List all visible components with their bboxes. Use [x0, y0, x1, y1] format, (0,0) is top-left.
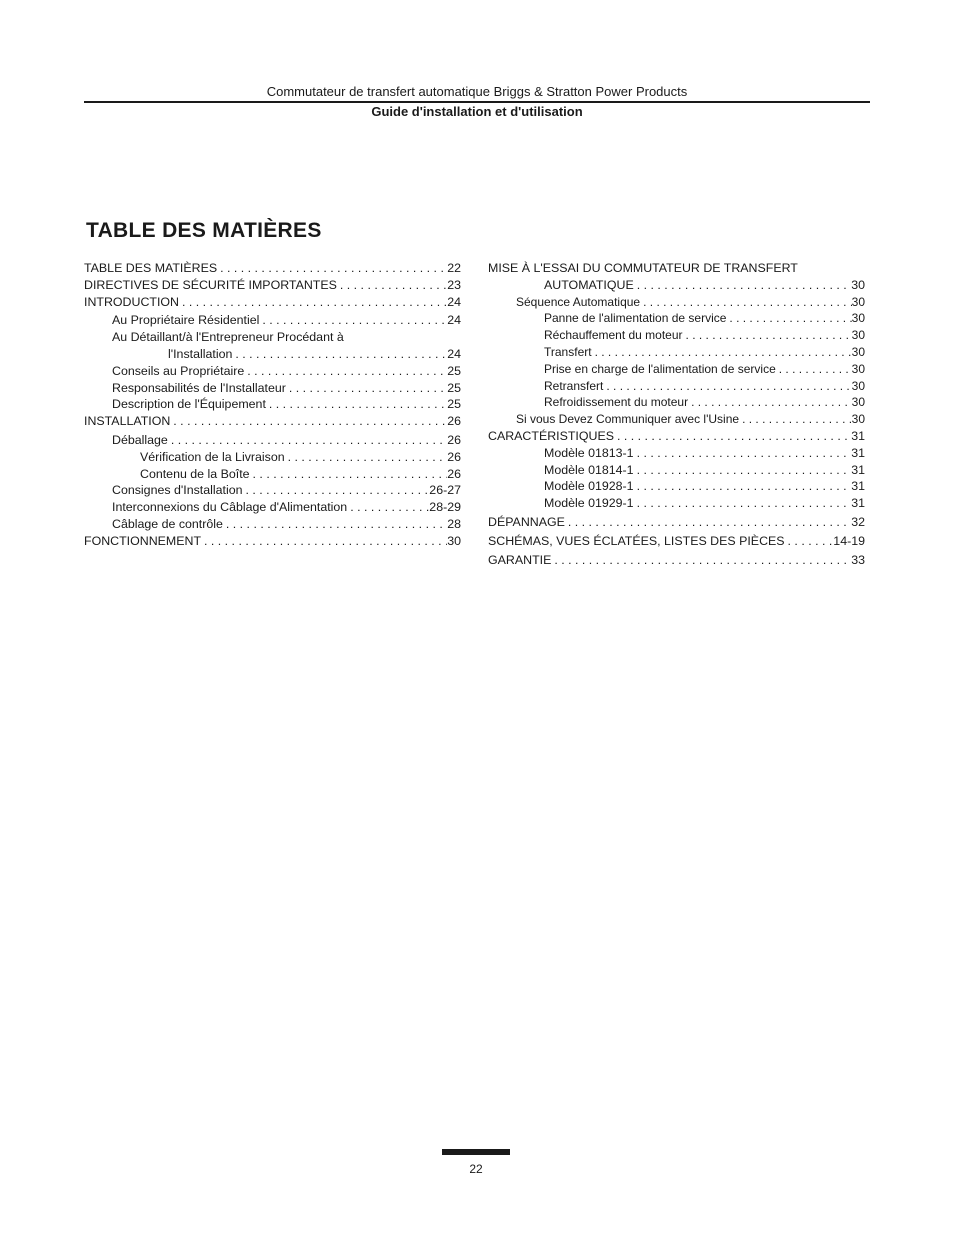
header-guide-title: Guide d'installation et d'utilisation	[371, 104, 583, 119]
toc-leader	[217, 260, 447, 277]
toc-entry-line1: MISE À L'ESSAI DU COMMUTATEUR DE TRANSFERT	[488, 261, 798, 275]
toc-label: Réchauffement du moteur	[544, 328, 683, 343]
header-product-line: Commutateur de transfert automatique Briggs & Stratton Power Products	[266, 84, 688, 99]
toc-page: 30	[851, 361, 865, 376]
toc-entry[interactable]	[488, 310, 865, 327]
toc-leader	[232, 346, 447, 363]
toc-entry[interactable]	[488, 327, 865, 344]
toc-label: Câblage de contrôle	[112, 516, 223, 531]
toc-label: INTRODUCTION	[84, 294, 179, 309]
toc-page: 23	[447, 277, 461, 292]
toc-page: 25	[447, 380, 461, 395]
page-header	[84, 84, 870, 121]
toc-entry[interactable]	[488, 378, 865, 395]
toc-page: 25	[447, 397, 461, 412]
toc-entry[interactable]	[84, 380, 461, 397]
toc-entry[interactable]	[488, 445, 865, 462]
toc-leader	[168, 432, 447, 449]
toc-page: 31	[851, 428, 865, 443]
toc-leader	[603, 378, 851, 395]
toc-entry[interactable]	[488, 394, 865, 411]
toc-entry[interactable]	[488, 552, 865, 569]
toc-page: 22	[447, 261, 461, 275]
toc-entry-line1: Au Détaillant/à l'Entrepreneur Procédant à	[112, 330, 344, 345]
toc-label: FONCTIONNEMENT	[84, 533, 202, 548]
footer-divider	[442, 1154, 510, 1155]
toc-entry[interactable]	[84, 363, 461, 380]
toc-label: l'Installation	[168, 346, 233, 361]
toc-page: 28	[447, 516, 461, 531]
toc-entry[interactable]	[84, 294, 461, 311]
toc-leader	[266, 396, 447, 413]
toc-entry[interactable]	[84, 533, 461, 550]
toc-leader	[683, 327, 852, 344]
toc-label: Si vous Devez Communiquer avec l'Usine	[516, 412, 740, 427]
toc-leader	[634, 277, 851, 294]
toc-entry[interactable]	[84, 413, 461, 430]
toc-entry[interactable]	[488, 462, 865, 479]
toc-leader	[337, 277, 447, 294]
toc-page: 30	[851, 378, 865, 393]
toc-leader	[634, 495, 852, 512]
toc-label: SCHÉMAS, VUES ÉCLATÉES, LISTES DES PIÈCES	[488, 533, 785, 548]
toc-entry[interactable]	[488, 344, 865, 361]
toc-page: 30	[851, 311, 865, 326]
toc-page: 28-29	[429, 500, 461, 515]
toc-entry[interactable]	[488, 428, 865, 445]
toc-entry[interactable]	[84, 466, 461, 483]
toc-entry[interactable]	[84, 346, 461, 363]
toc-left-column	[84, 260, 461, 550]
toc-leader	[259, 312, 447, 329]
toc-leader	[634, 478, 852, 495]
toc-page: 26-27	[429, 483, 461, 498]
toc-label: Modèle 01813-1	[544, 445, 634, 460]
toc-leader	[688, 394, 852, 411]
toc-leader	[739, 411, 852, 428]
toc-leader	[250, 466, 448, 483]
toc-entry[interactable]	[84, 396, 461, 413]
toc-page: 30	[851, 294, 865, 309]
toc-label: Panne de l'alimentation de service	[544, 311, 727, 326]
toc-right-column	[488, 260, 865, 568]
toc-page: 26	[447, 449, 461, 464]
toc-leader	[223, 516, 447, 533]
toc-label: Modèle 01928-1	[544, 479, 634, 494]
toc-leader	[565, 514, 851, 531]
toc-entry[interactable]	[84, 482, 461, 499]
toc-leader	[640, 294, 852, 311]
toc-page: 30	[447, 533, 461, 548]
toc-entry[interactable]	[488, 411, 865, 428]
toc-leader	[776, 361, 852, 378]
toc-page: 26	[447, 414, 461, 429]
toc-page: 26	[447, 466, 461, 481]
toc-page: 31	[851, 496, 865, 511]
toc-label: Interconnexions du Câblage d'Alimentation	[112, 500, 348, 515]
toc-page: 26	[447, 432, 461, 447]
toc-entry[interactable]	[488, 533, 865, 550]
toc-label: Contenu de la Boîte	[140, 466, 250, 481]
toc-page: 30	[851, 395, 865, 410]
toc-label: Prise en charge de l'alimentation de service	[544, 361, 776, 376]
toc-label: Modèle 01929-1	[544, 496, 634, 511]
toc-label: Description de l'Équipement	[112, 397, 266, 412]
toc-page: 14-19	[833, 533, 865, 548]
toc-entry[interactable]	[84, 499, 461, 516]
toc-label: Conseils au Propriétaire	[112, 363, 245, 378]
toc-label: Transfert	[544, 344, 592, 359]
toc-leader	[592, 344, 852, 361]
toc-page: 30	[851, 344, 865, 359]
toc-leader	[242, 482, 429, 499]
toc-page: 33	[851, 552, 865, 567]
toc-entry[interactable]	[84, 516, 461, 533]
toc-leader	[785, 533, 834, 550]
toc-label: Au Propriétaire Résidentiel	[112, 313, 260, 328]
toc-entry[interactable]	[488, 361, 865, 378]
toc-page: 32	[851, 514, 865, 529]
toc-leader	[286, 380, 447, 397]
toc-label: Consignes d'Installation	[112, 483, 243, 498]
toc-label: CARACTÉRISTIQUES	[488, 428, 614, 443]
toc-leader	[551, 552, 851, 569]
toc-label: Déballage	[112, 432, 168, 447]
toc-page: 24	[447, 346, 461, 361]
toc-label: Responsabilités de l'Installateur	[112, 380, 286, 395]
toc-label: Modèle 01814-1	[544, 462, 634, 477]
toc-leader	[170, 413, 447, 430]
toc-label: TABLE DES MATIÈRES	[84, 261, 218, 275]
toc-page: 24	[447, 294, 461, 309]
toc-page: 30	[851, 328, 865, 343]
toc-leader	[285, 449, 448, 466]
toc-page: 31	[851, 462, 865, 477]
toc-label: DÉPANNAGE	[488, 514, 565, 529]
toc-label: AUTOMATIQUE	[544, 277, 634, 292]
toc-page: 31	[851, 445, 865, 460]
toc-label: Retransfert	[544, 378, 604, 393]
toc-label: INSTALLATION	[84, 414, 171, 429]
toc-entry[interactable]	[84, 312, 461, 329]
toc-entry[interactable]	[84, 260, 461, 277]
toc-label: GARANTIE	[488, 552, 552, 567]
toc-entry[interactable]	[488, 277, 865, 294]
toc-entry[interactable]	[84, 277, 461, 294]
toc-page: 25	[447, 363, 461, 378]
toc-entry[interactable]	[488, 514, 865, 531]
toc-leader	[634, 445, 852, 462]
toc-leader	[614, 428, 851, 445]
toc-label: DIRECTIVES DE SÉCURITÉ IMPORTANTES	[84, 277, 337, 292]
toc-label: Refroidissement du moteur	[544, 395, 689, 410]
toc-entry[interactable]	[488, 294, 865, 311]
toc-entry[interactable]	[84, 449, 461, 466]
toc-page: 30	[851, 412, 865, 427]
toc-label: Séquence Automatique	[516, 294, 641, 309]
toc-page: 24	[447, 313, 461, 328]
toc-entry[interactable]	[488, 495, 865, 512]
toc-leader	[347, 499, 429, 516]
toc-page: 31	[851, 479, 865, 494]
toc-entry[interactable]	[488, 478, 865, 495]
toc-label: Vérification de la Livraison	[140, 449, 285, 464]
toc-leader	[244, 363, 447, 380]
toc-leader	[634, 462, 852, 479]
toc-leader	[201, 533, 447, 550]
toc-leader	[179, 294, 447, 311]
page-title: TABLE DES MATIÈRES	[86, 219, 322, 242]
toc-page: 30	[851, 277, 865, 292]
page-number: 22	[469, 1162, 483, 1176]
toc-leader	[726, 310, 851, 327]
toc-entry[interactable]	[84, 432, 461, 449]
